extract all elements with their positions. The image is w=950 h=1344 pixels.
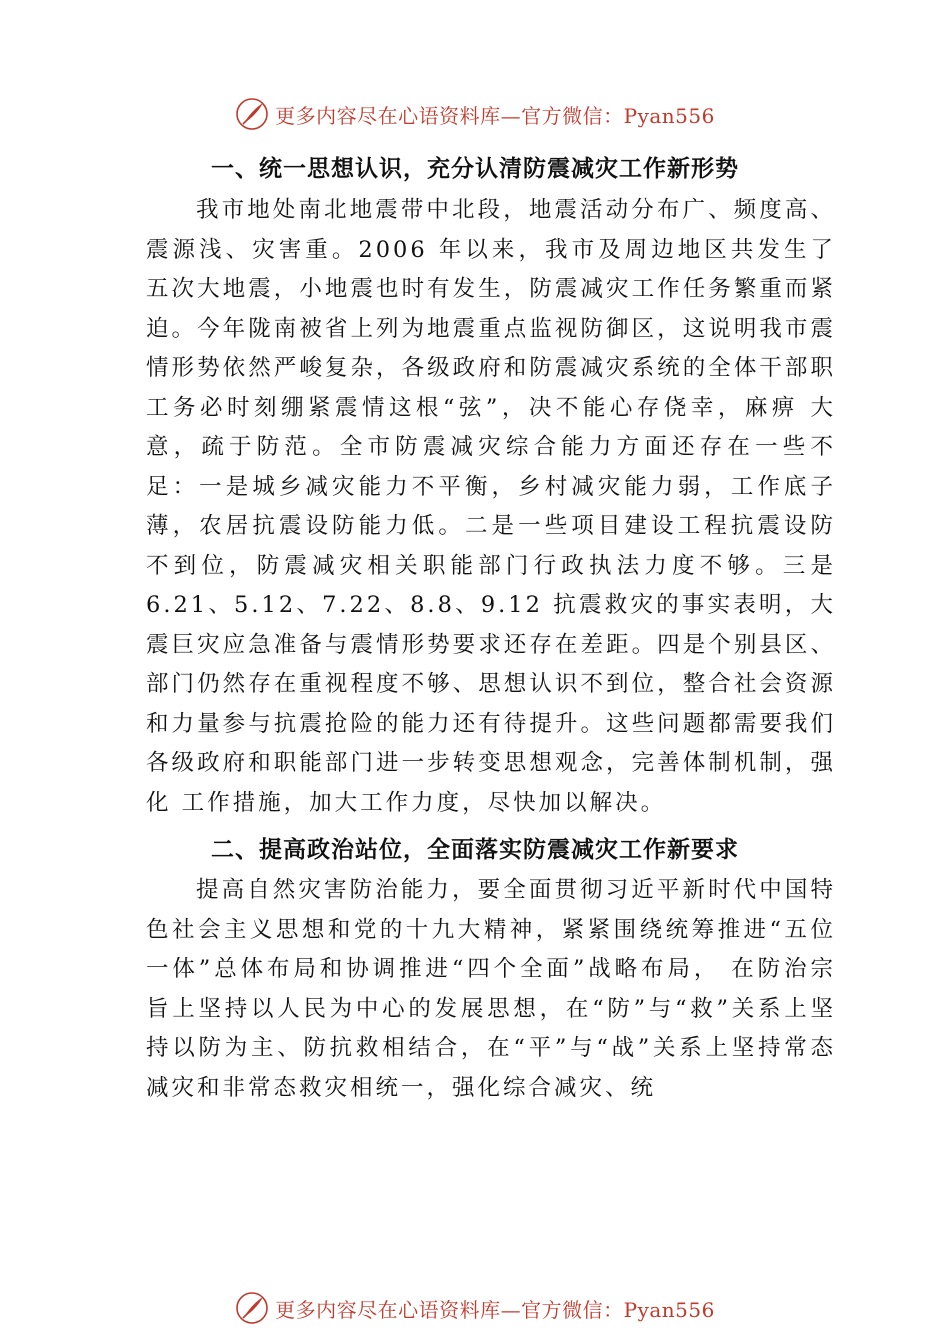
banner-text: 更多内容尽在心语资料库—官方微信：Pyan556 (275, 1297, 715, 1322)
section-heading-2: 二、提高政治站位，全面落实防震减灾工作新要求 (211, 837, 739, 863)
feather-quill-logo (235, 1291, 269, 1325)
section-paragraph-1: 我市地处南北地震带中北段，地震活动分布广、频度高、震源浅、灾害重。2006 年以来，我市及周边地区共发生了五次大地震，小地震也时有发生，防震减灾工作任务繁重而紧迫。今年陇南被省上列为地震重点监视防御区，这说明我市震情形势依然严峻复杂，各级政府和防震减灾系统的全体干部职工务必时刻绷紧震情这根“弦”，决不能心存侥幸，麻痹 大意，疏于防范。全市防震减灾综合能力方面还存在一些不 足：一是城乡减灾能力不平衡，乡村减灾能力弱，工作底子 薄，农居抗震设防能力低。二是一些项目建设工程抗震设防 不到位，防震减灾相关职能部门行政执法力度不够。三是 6.21、5.12、7.22、8.8、9.12 抗震救灾的事实表明，大震巨灾应急准备与震情形势要求还存在差距。四是个别县区、部门仍然存在重视程度不够、思想认识不到位，整合社会资源和力量参与抗震抢险的能力还有待提升。这些问题都需要我们各级政府和职能部门进一步转变思想观念，完善体制机制，强化 工作措施，加大工作力度，尽快加以解决。 (146, 197, 836, 816)
header-banner (0, 94, 950, 134)
section-heading-1: 一、统一思想认识，充分认清防震减灾工作新形势 (211, 156, 739, 182)
feather-quill-logo (235, 97, 269, 131)
footer-banner (0, 1288, 950, 1328)
section-paragraph-2: 提高自然灾害防治能力，要全面贯彻习近平新时代中国特色社会主义思想和党的十九大精神，紧紧围绕统筹推进“五位一体”总体布局和协调推进“四个全面”战略布局， 在防治宗旨上坚持以人民为中心的发展思想，在“防”与“救”关系上坚持以防为主、防抗救相结合，在“平”与“战”关系上坚持常态减灾和非常态救灾相统一，强化综合减灾、统 (146, 877, 836, 1101)
banner-text: 更多内容尽在心语资料库—官方微信：Pyan556 (275, 103, 715, 128)
